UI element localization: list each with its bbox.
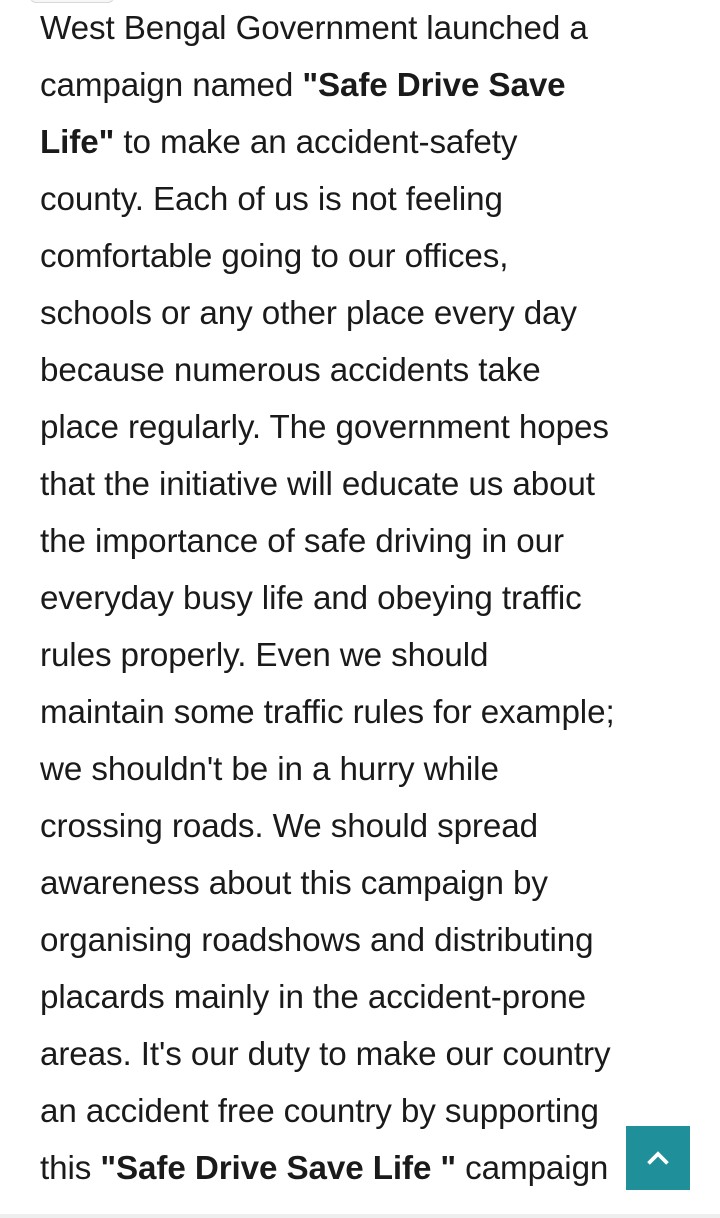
article-line: Life" to make an accident-safety	[40, 124, 518, 161]
article-line: maintain some traffic rules for example;	[40, 694, 615, 731]
article-line: crossing roads. We should spread	[40, 808, 538, 845]
article-line: schools or any other place every day	[40, 295, 577, 332]
article-line: awareness about this campaign by	[40, 865, 548, 902]
article-line: this "Safe Drive Save Life " campaign	[40, 1150, 609, 1187]
article-line: that the initiative will educate us about	[40, 466, 595, 503]
campaign-name: "Safe Drive Save	[302, 67, 566, 104]
article-line: an accident free country by supporting	[40, 1093, 599, 1130]
article-line: organising roadshows and distributing	[40, 922, 594, 959]
back-to-top-button[interactable]	[626, 1126, 690, 1190]
article-line: because numerous accidents take	[40, 352, 541, 389]
article-line: the importance of safe driving in our	[40, 523, 564, 560]
article-line: West Bengal Government launched a	[40, 10, 588, 47]
article-line: everyday busy life and obeying traffic	[40, 580, 582, 617]
article-line: rules properly. Even we should	[40, 637, 489, 674]
article-line: we shouldn't be in a hurry while	[40, 751, 499, 788]
article-line: comfortable going to our offices,	[40, 238, 509, 275]
article-line: campaign named "Safe Drive Save	[40, 67, 566, 104]
campaign-name: "Safe Drive Save Life "	[100, 1150, 457, 1187]
article-line: place regularly. The government hopes	[40, 409, 609, 446]
article-line: placards mainly in the accident-prone	[40, 979, 587, 1016]
article-line: areas. It's our duty to make our country	[40, 1036, 611, 1073]
bottom-divider	[0, 1214, 720, 1218]
chevron-up-icon	[644, 1144, 672, 1172]
article-line: county. Each of us is not feeling	[40, 181, 503, 218]
article-body	[40, 0, 685, 1197]
campaign-name: Life"	[40, 124, 115, 161]
